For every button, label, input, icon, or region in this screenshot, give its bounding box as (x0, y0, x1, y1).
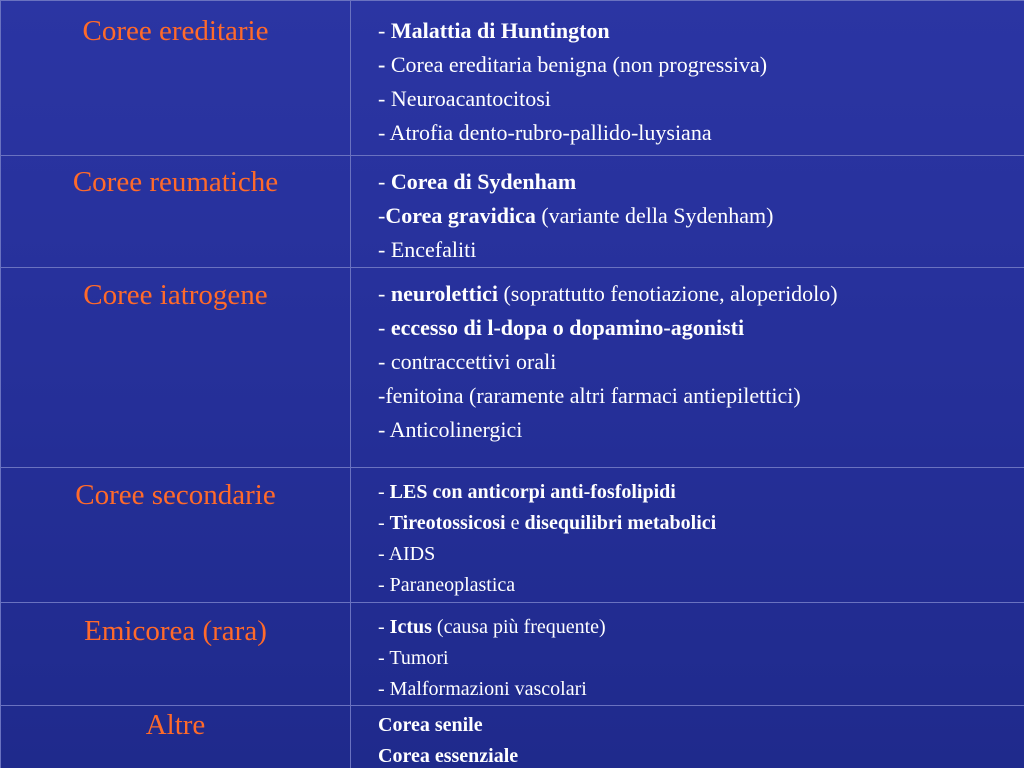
category-label: Emicorea (rara) (84, 615, 267, 647)
item-bold-text: Corea di Sydenham (390, 169, 577, 194)
item-bold-text: disequilibri metabolici (524, 512, 717, 534)
list-item (378, 612, 1024, 643)
item-prefix: - (378, 52, 391, 77)
list-item (378, 165, 1024, 199)
list-item (378, 674, 1024, 705)
list-item (378, 508, 1024, 539)
category-label: Coree iatrogene (83, 279, 268, 311)
item-text: (variante della Sydenham) (535, 203, 774, 228)
list-item (378, 643, 1024, 674)
item-text: Encefaliti (390, 237, 477, 262)
item-prefix: - (378, 237, 391, 262)
category-label: Coree secondarie (75, 479, 276, 511)
list-item (378, 311, 1024, 345)
category-label: Coree ereditarie (82, 15, 269, 47)
item-text: Malformazioni vascolari (389, 678, 587, 700)
items-cell (351, 156, 1024, 268)
item-text: contraccettivi orali (390, 349, 557, 374)
table-row (1, 156, 1024, 268)
list-item (378, 14, 1024, 48)
item-list (351, 268, 1024, 447)
item-text: Atrofia dento-rubro-pallido-luysiana (389, 120, 712, 145)
items-cell (351, 1, 1024, 156)
item-prefix: - (378, 647, 390, 669)
item-prefix: - (378, 18, 391, 43)
table-row (1, 268, 1024, 468)
item-text: fenitoina (raramente altri farmaci antiepilettici) (385, 383, 801, 408)
item-prefix: - (378, 169, 391, 194)
item-text: Paraneoplastica (389, 574, 516, 596)
item-bold-text: Corea senile (378, 714, 483, 736)
list-item (378, 413, 1024, 447)
item-list (351, 156, 1024, 267)
item-bold-text: LES con anticorpi anti-fosfolipidi (389, 481, 676, 503)
item-prefix: - (378, 481, 390, 503)
item-list (351, 706, 1024, 768)
item-text: Corea ereditaria benigna (non progressiva) (390, 52, 768, 77)
item-prefix: - (378, 203, 386, 228)
item-list (351, 1, 1024, 150)
table-row (1, 706, 1024, 768)
table-row (1, 1, 1024, 156)
list-item (378, 741, 1024, 768)
item-text: Neuroacantocitosi (390, 86, 551, 111)
item-prefix: - (378, 86, 391, 111)
category-cell (1, 1, 351, 156)
list-item (378, 539, 1024, 570)
item-prefix: - (378, 574, 390, 596)
item-text: Tumori (389, 647, 449, 669)
items-cell (351, 603, 1024, 706)
category-label: Altre (145, 709, 206, 741)
item-prefix: - (378, 315, 391, 340)
item-bold-text: eccesso di l-dopa o dopamino-agonisti (390, 315, 745, 340)
item-text: (causa più frequente) (431, 616, 606, 638)
item-text: e (505, 512, 525, 534)
list-item (378, 345, 1024, 379)
item-bold-text: Corea essenziale (378, 745, 519, 767)
items-cell (351, 706, 1024, 768)
list-item (378, 570, 1024, 601)
category-label: Coree reumatiche (72, 166, 279, 198)
items-cell (351, 268, 1024, 468)
category-cell (1, 706, 351, 768)
list-item (378, 277, 1024, 311)
category-cell (1, 603, 351, 706)
item-prefix: - (378, 417, 390, 442)
item-bold-text: Tireotossicosi (389, 512, 506, 534)
table-row (1, 603, 1024, 706)
category-cell (1, 156, 351, 268)
list-item (378, 233, 1024, 267)
item-bold-text: neurolettici (390, 281, 498, 306)
item-text: (soprattutto fenotiazione, aloperidolo) (497, 281, 838, 306)
item-prefix: - (378, 512, 390, 534)
item-prefix: - (378, 616, 390, 638)
list-item (378, 477, 1024, 508)
table-row (1, 468, 1024, 603)
item-text: Anticolinergici (389, 417, 523, 442)
item-bold-text: Ictus (389, 616, 432, 638)
list-item (378, 710, 1024, 741)
item-prefix: - (378, 543, 389, 565)
list-item (378, 116, 1024, 150)
list-item (378, 379, 1024, 413)
item-prefix: - (378, 678, 390, 700)
item-list (351, 603, 1024, 705)
item-bold-text: Malattia di Huntington (390, 18, 610, 43)
list-item (378, 82, 1024, 116)
items-cell (351, 468, 1024, 603)
category-cell (1, 268, 351, 468)
list-item (378, 199, 1024, 233)
item-prefix: - (378, 349, 391, 374)
item-list (351, 468, 1024, 601)
category-cell (1, 468, 351, 603)
item-prefix: - (378, 383, 386, 408)
item-prefix: - (378, 281, 391, 306)
item-text: AIDS (388, 543, 436, 565)
list-item (378, 48, 1024, 82)
item-bold-text: Corea gravidica (385, 203, 536, 228)
item-prefix: - (378, 120, 390, 145)
